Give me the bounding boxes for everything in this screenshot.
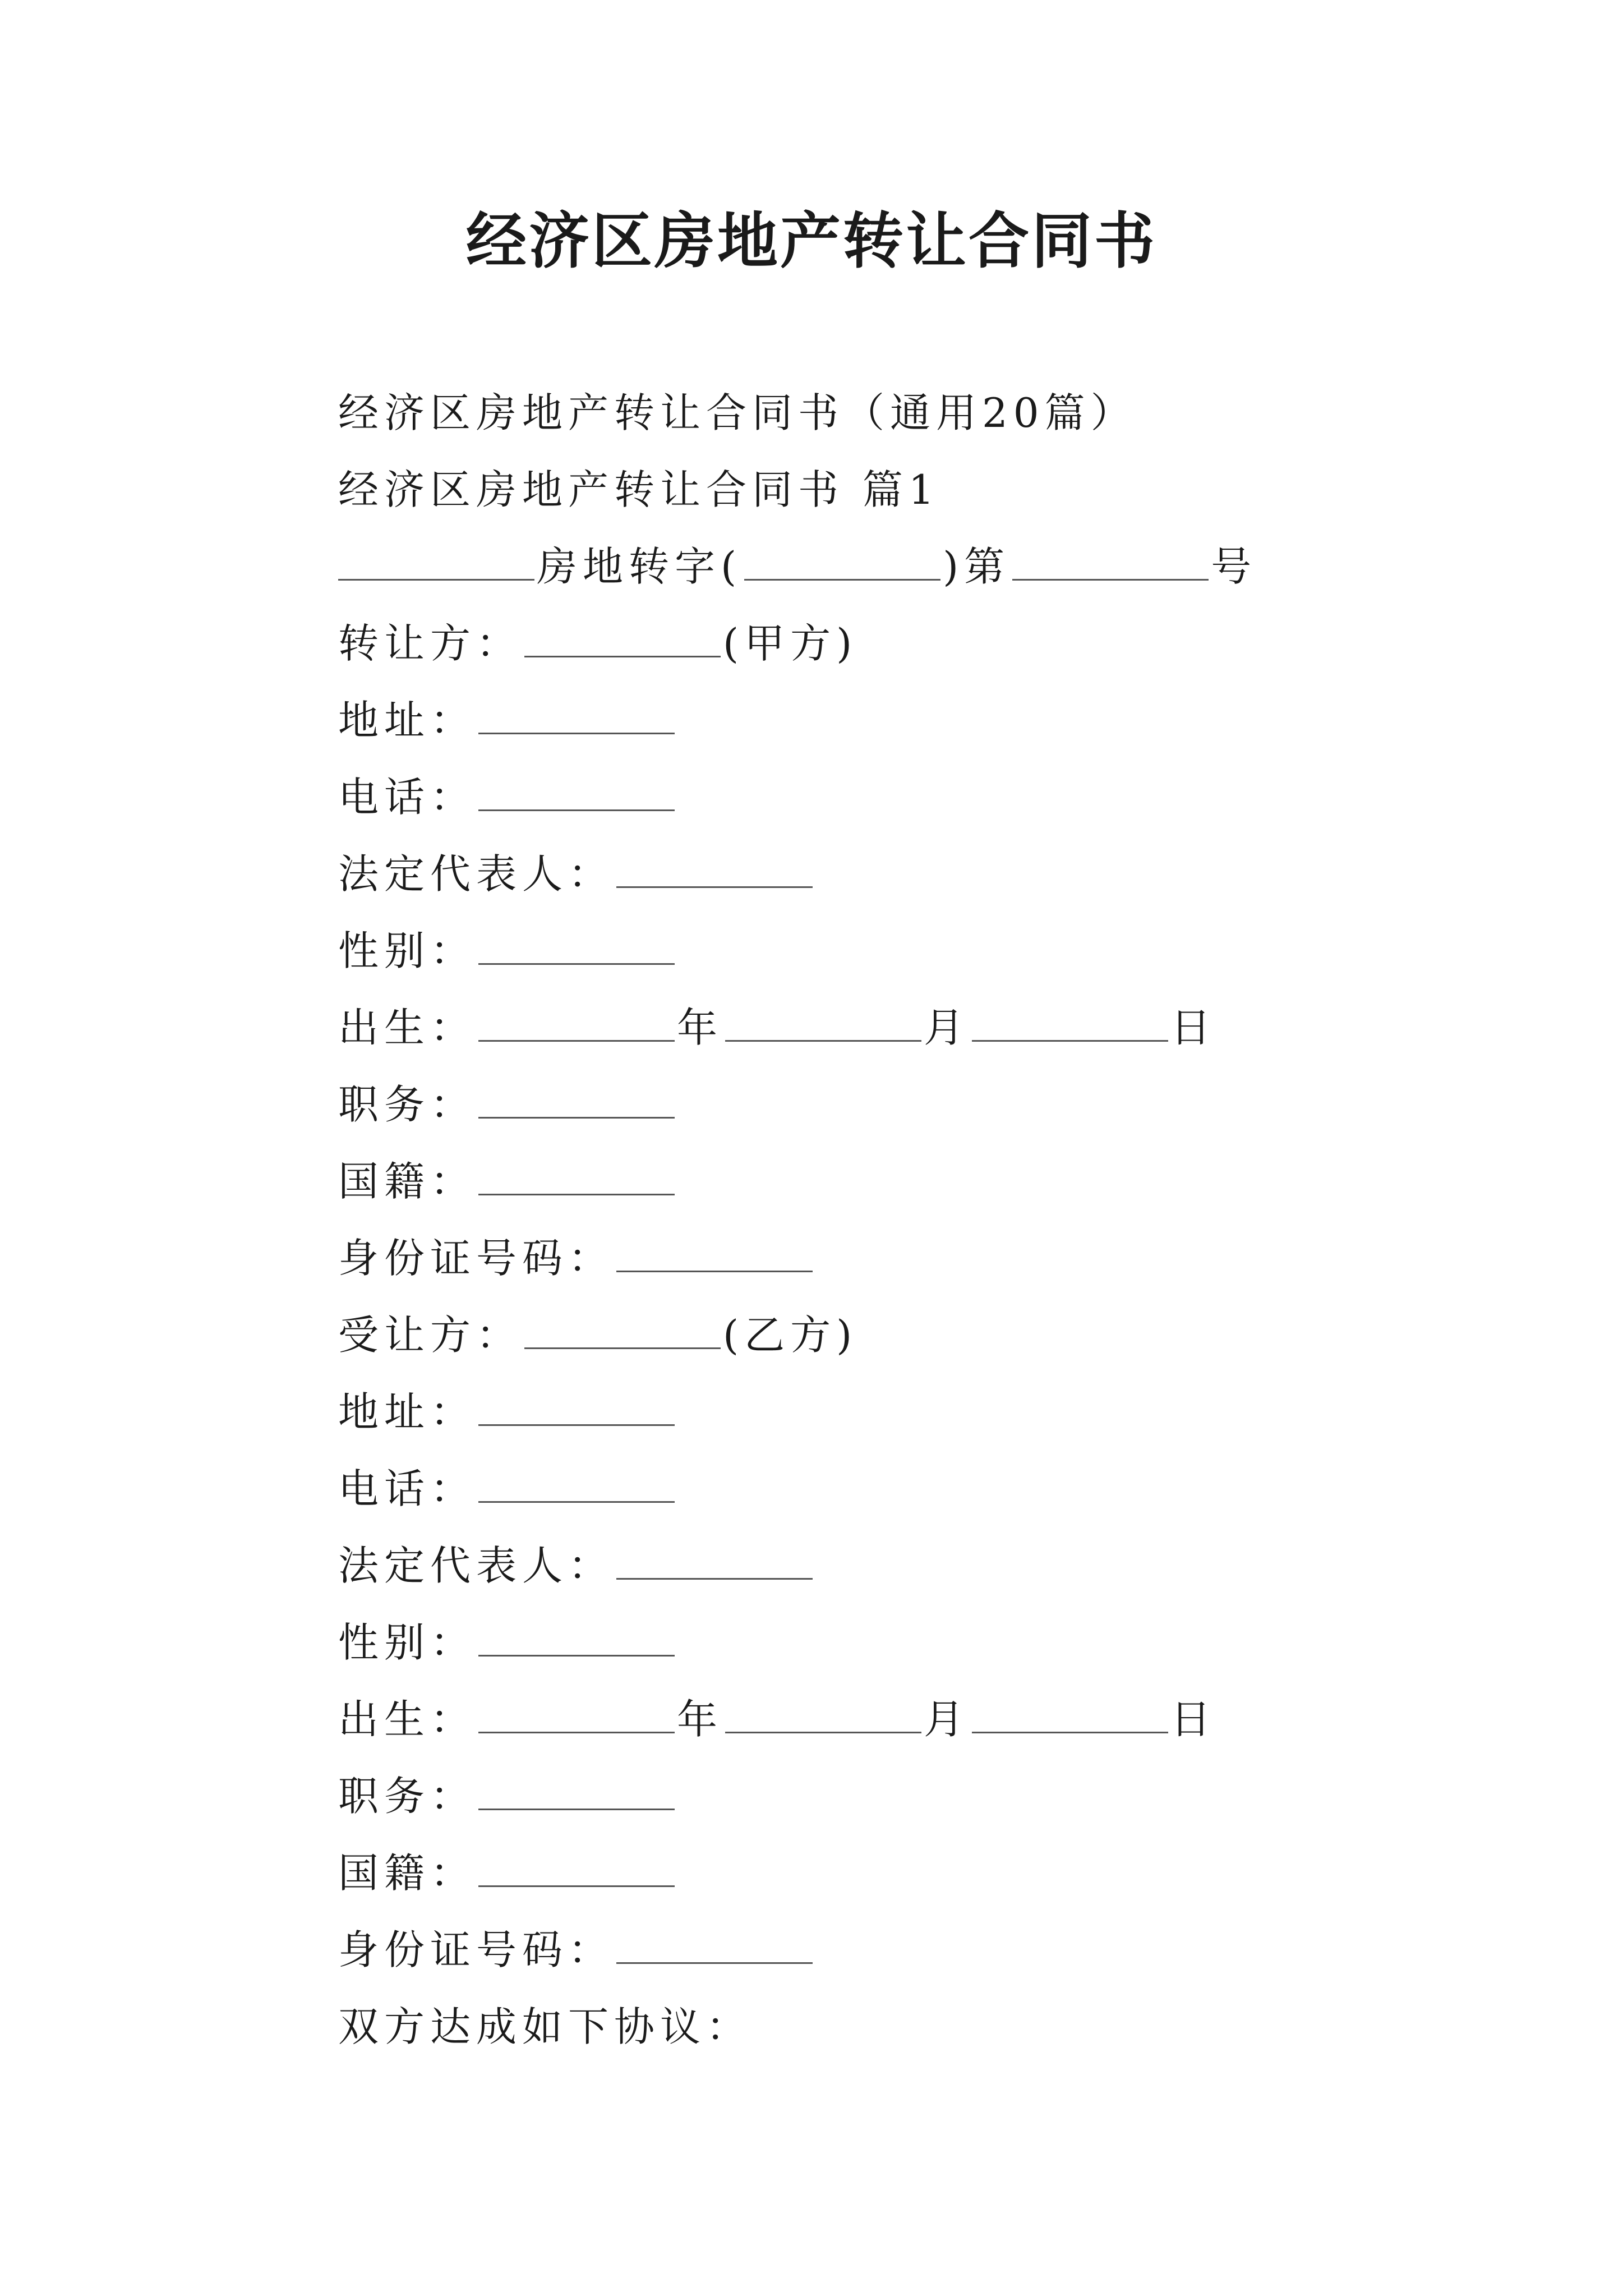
blank-field[interactable] <box>338 545 534 581</box>
role-suffix: (乙方) <box>723 1312 858 1359</box>
blank-field[interactable] <box>524 622 721 657</box>
month-label: 月 <box>924 1696 970 1743</box>
reference-end-label: 号 <box>1211 543 1257 590</box>
field-label: 法定代表人： <box>338 850 615 898</box>
blank-field[interactable] <box>478 776 675 811</box>
field-label: 身份证号码： <box>338 1926 615 1973</box>
field-label: 转让方： <box>338 620 523 667</box>
field-label: 法定代表人： <box>338 1542 615 1589</box>
day-label: 日 <box>1170 1004 1217 1051</box>
blank-field[interactable] <box>616 1544 813 1580</box>
party-a-address-line <box>338 682 1460 759</box>
party-a-gender-line <box>338 913 1460 990</box>
field-label: 电话： <box>338 1465 477 1512</box>
blank-field[interactable] <box>478 1083 675 1119</box>
blank-field[interactable] <box>744 545 940 581</box>
blank-field[interactable] <box>725 1006 921 1042</box>
party-a-phone-line <box>338 759 1460 836</box>
field-label: 身份证号码： <box>338 1235 615 1282</box>
blank-field[interactable] <box>616 853 813 888</box>
field-label: 职务： <box>338 1773 477 1820</box>
field-label: 国籍： <box>338 1158 477 1205</box>
party-a-position-line <box>338 1066 1460 1143</box>
blank-field[interactable] <box>972 1698 1168 1733</box>
year-label: 年 <box>677 1696 723 1743</box>
blank-field[interactable] <box>478 930 675 965</box>
field-label: 地址： <box>338 1388 477 1435</box>
field-label: 性别： <box>338 1619 477 1666</box>
heading-part-1: 经济区房地产转让合同书 篇1 <box>338 466 940 513</box>
role-suffix: (甲方) <box>723 620 858 667</box>
blank-field[interactable] <box>478 1391 675 1426</box>
party-b-address-line <box>338 1374 1460 1451</box>
blank-field[interactable] <box>616 1237 813 1272</box>
field-label: 受让方： <box>338 1312 523 1359</box>
party-b-phone-line <box>338 1451 1460 1527</box>
blank-field[interactable] <box>478 1698 675 1733</box>
party-a-birth-line <box>338 990 1460 1066</box>
blank-field[interactable] <box>1012 545 1209 581</box>
reference-number-line <box>338 528 1460 605</box>
field-label: 性别： <box>338 927 477 974</box>
party-b-position-line <box>338 1758 1460 1835</box>
party-a-id-line <box>338 1220 1460 1297</box>
year-label: 年 <box>677 1004 723 1051</box>
field-label: 职务： <box>338 1081 477 1128</box>
blank-field[interactable] <box>524 1314 721 1349</box>
party-a-role-line <box>338 605 1460 682</box>
blank-field[interactable] <box>478 1467 675 1503</box>
party-a-nationality-line <box>338 1143 1460 1220</box>
blank-field[interactable] <box>478 1006 675 1042</box>
reference-close-label: )第 <box>943 543 1011 590</box>
party-b-birth-line <box>338 1681 1460 1758</box>
field-label: 国籍： <box>338 1849 477 1897</box>
party-b-role-line <box>338 1297 1460 1374</box>
agreement-intro: 双方达成如下协议： <box>338 2003 753 2050</box>
party-a-legal-rep-line <box>338 836 1460 913</box>
blank-field[interactable] <box>478 699 675 734</box>
heading-all: 经济区房地产转让合同书（通用20篇） <box>338 389 1137 436</box>
month-label: 月 <box>924 1004 970 1051</box>
document-body <box>338 375 1460 2065</box>
party-b-nationality-line <box>338 1835 1460 1912</box>
blank-field[interactable] <box>616 1929 813 1964</box>
field-label: 电话： <box>338 774 477 821</box>
field-label: 地址： <box>338 697 477 744</box>
party-b-id-line <box>338 1912 1460 1989</box>
blank-field[interactable] <box>478 1852 675 1887</box>
blank-field[interactable] <box>478 1621 675 1657</box>
reference-mid-label: 房地转字( <box>537 543 743 590</box>
blank-field[interactable] <box>478 1775 675 1810</box>
party-b-legal-rep-line <box>338 1527 1460 1604</box>
document-title: 经济区房地产转让合同书 <box>465 206 1157 277</box>
blank-field[interactable] <box>972 1006 1168 1042</box>
party-b-gender-line <box>338 1604 1460 1681</box>
field-label: 出生： <box>338 1004 477 1051</box>
day-label: 日 <box>1170 1696 1217 1743</box>
blank-field[interactable] <box>478 1160 675 1195</box>
blank-field[interactable] <box>725 1698 921 1733</box>
field-label: 出生： <box>338 1696 477 1743</box>
